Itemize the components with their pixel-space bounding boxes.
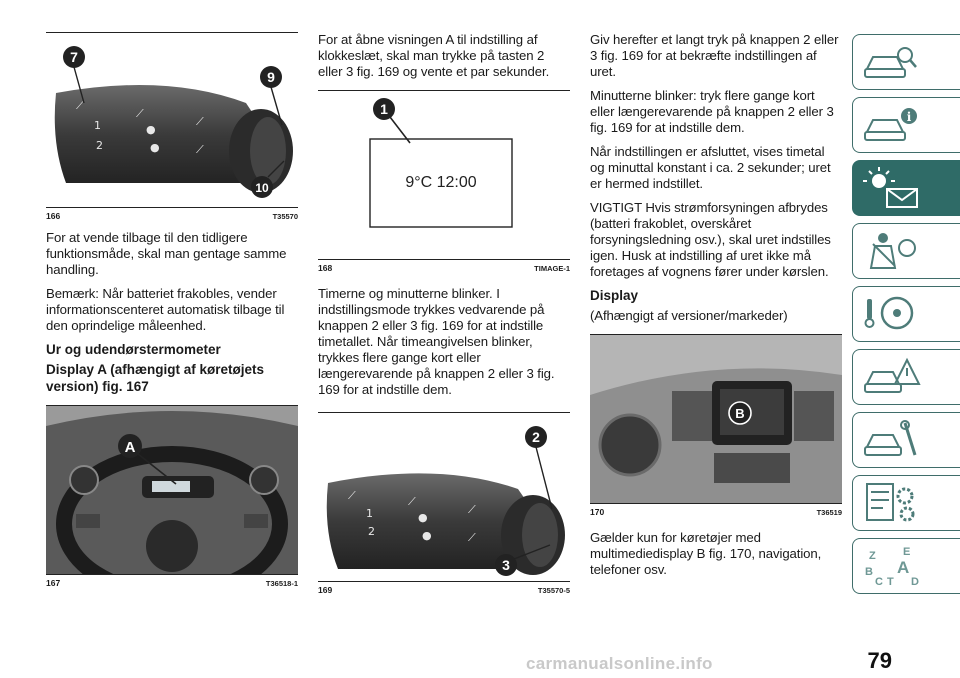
tab-technical-data[interactable] [852, 475, 960, 531]
svg-text:⟋: ⟋ [76, 99, 84, 112]
svg-text:1: 1 [366, 507, 373, 520]
figure-166-caption [46, 208, 298, 222]
clock-display-illustration [318, 91, 570, 260]
section-heading: Display [590, 288, 639, 303]
svg-text:3: 3 [502, 557, 510, 573]
figure-168 [318, 90, 570, 260]
column-middle [318, 32, 570, 596]
figure-ref: T36519 [816, 507, 842, 517]
svg-text:1: 1 [94, 119, 101, 132]
section-heading: Ur og udendørstermometer [46, 342, 221, 357]
svg-text:2: 2 [96, 139, 103, 152]
figure-ref: T35570 [272, 211, 298, 221]
figure-170-caption [590, 504, 842, 518]
figure-ref: T35570-5 [537, 585, 570, 595]
figure-169-caption [318, 582, 570, 596]
tab-emergency[interactable] [852, 349, 960, 405]
car-info-icon [861, 102, 921, 148]
alphabet-index-icon [861, 543, 921, 589]
svg-text:⟋: ⟋ [408, 495, 416, 508]
tab-lights-messages[interactable] [852, 160, 960, 216]
car-search-icon [861, 39, 921, 85]
paragraph: Giv herefter et langt tryk på knappen 2 eller 3 fig. 169 for at bekræfte indstillingen af uret. [590, 32, 839, 79]
display-readout: 9°C 12:00 [405, 174, 477, 191]
column-left [46, 32, 298, 589]
figure-number: 168 [318, 263, 333, 273]
steering-key-icon [861, 291, 921, 337]
paragraph: Gælder kun for køretøjer med multimediedisplay B fig. 170, navigation, telefoner osv. [590, 530, 822, 577]
svg-text:D: D [911, 576, 919, 588]
figure-169 [318, 412, 570, 582]
car-wrench-icon [861, 417, 921, 463]
callout-b [729, 402, 751, 424]
tab-safety[interactable] [852, 223, 960, 279]
svg-text:2: 2 [532, 429, 540, 445]
svg-text:i: i [906, 110, 912, 124]
figure-168-caption [318, 260, 570, 274]
page-number: 79 [867, 648, 892, 673]
svg-text:A: A [124, 439, 136, 456]
paragraph: Minutterne blinker: tryk flere gange kort eller længerevarende på knappen 2 eller 3 fig. 169 for at indstille dem. [590, 88, 834, 135]
tab-index[interactable] [852, 538, 960, 594]
stalk-illustration [318, 413, 570, 582]
light-message-icon [861, 165, 921, 211]
tab-starting-driving[interactable] [852, 286, 960, 342]
figure-ref: TIMAGE-1 [534, 263, 570, 273]
figure-number: 170 [590, 507, 605, 517]
svg-text:B: B [735, 406, 745, 421]
tab-car-search[interactable] [852, 34, 960, 90]
callout-1 [373, 98, 410, 143]
svg-text:2: 2 [368, 525, 375, 538]
svg-text:●: ● [150, 141, 160, 154]
svg-text:⟋: ⟋ [468, 531, 476, 544]
paragraph: Bemærk: Når batteriet frakobles, vender informationscenteret automatisk tilbage til den oprindelige måleenhed. [46, 286, 285, 333]
figure-167 [46, 405, 298, 575]
dashboard-illustration [46, 406, 298, 575]
svg-text:A: A [897, 558, 910, 577]
figure-167-caption [46, 575, 298, 589]
svg-text:10: 10 [255, 181, 269, 195]
svg-text:⟋: ⟋ [468, 503, 476, 516]
watermark: carmanualsonline.info [526, 654, 713, 673]
svg-text:⟋: ⟋ [136, 107, 144, 120]
car-warning-icon [861, 354, 921, 400]
svg-text:⟋: ⟋ [196, 115, 204, 128]
svg-text:⟋: ⟋ [348, 489, 356, 502]
svg-text:7: 7 [70, 49, 78, 65]
figure-170 [590, 334, 842, 504]
seatbelt-airbag-icon [861, 228, 921, 274]
svg-text:●: ● [422, 529, 432, 542]
paragraph: For at åbne visningen A til indstilling af klokkeslæt, skal man trykke på tasten 2 eller 3 fig. 169 og vente et par sekunder. [318, 32, 550, 79]
svg-text:T: T [887, 576, 894, 588]
stalk-illustration [46, 33, 298, 208]
figure-ref: T36518-1 [265, 578, 298, 588]
column-right [590, 32, 842, 578]
svg-text:Z: Z [869, 550, 876, 562]
chapter-tabs [852, 34, 960, 601]
paragraph: VIGTIGT Hvis strømforsyningen afbrydes (batteri frakoblet, overskåret forsyningsledning osv.), skal uret indstilles igen. Husk at indstilling af uret ikke må foretages af vognens fører under kørslen. [590, 200, 831, 279]
svg-text:●: ● [418, 511, 428, 524]
paragraph: Timerne og minutterne blinker. I indstillingsmode trykkes vedvarende på knappen 2 eller 3 fig. 169 for at indstille timetallet. Når timeangivelsen blinker, trykkes flere gange kort eller længerevarende på knappen 2 eller 3 fig. 169 for at indstille dem. [318, 286, 555, 397]
tab-maintenance[interactable] [852, 412, 960, 468]
figure-166 [46, 32, 298, 208]
figure-number: 166 [46, 211, 61, 221]
paragraph: (Afhængigt af versioner/markeder) [590, 308, 788, 323]
section-heading: Display A (afhængigt af køretøjets version) fig. 167 [46, 362, 265, 394]
paragraph: For at vende tilbage til den tidligere funktionsmåde, skal man gentage samme handling. [46, 230, 287, 277]
multimedia-display-illustration [590, 335, 842, 504]
svg-text:1: 1 [380, 101, 388, 117]
svg-text:9: 9 [267, 69, 275, 85]
svg-text:⟋: ⟋ [196, 143, 204, 156]
figure-number: 169 [318, 585, 333, 595]
svg-text:B: B [865, 566, 873, 578]
specs-gears-icon [861, 480, 921, 526]
tab-car-info[interactable] [852, 97, 960, 153]
svg-text:E: E [903, 546, 911, 558]
svg-text:●: ● [146, 123, 156, 136]
figure-number: 167 [46, 578, 61, 588]
svg-text:C: C [875, 576, 883, 588]
paragraph: Når indstillingen er afsluttet, vises timetal og minuttal konstant i ca. 2 sekunder; uret er hermed indstillet. [590, 144, 831, 191]
